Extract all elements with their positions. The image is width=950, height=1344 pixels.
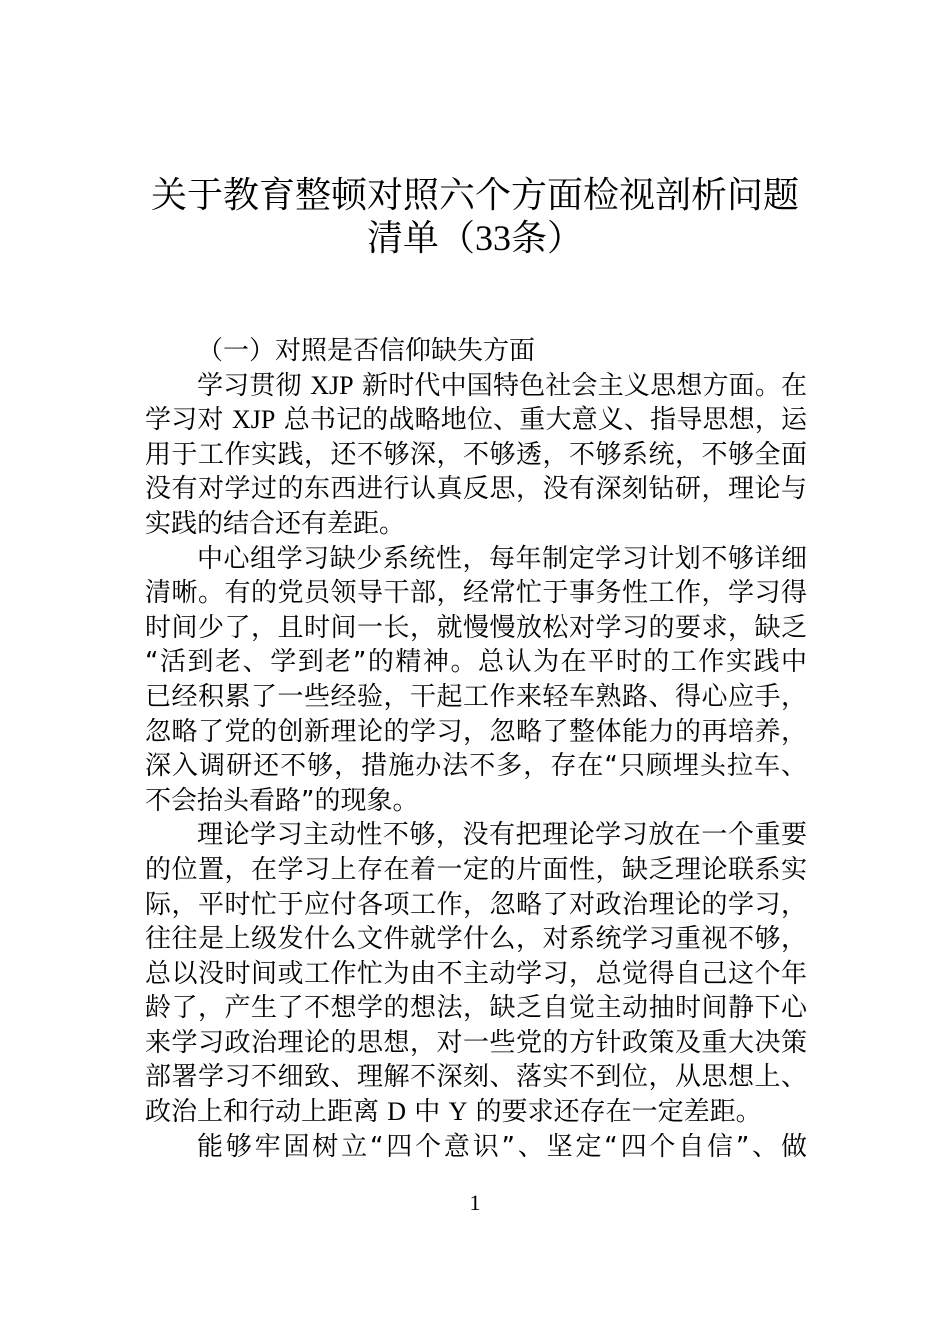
- document-body: [145, 334, 807, 1164]
- paragraph-3-line-6: 龄了，产生了不想学的想法，缺乏自觉主动抽时间静下心: [145, 993, 807, 1024]
- paragraph-2-line-7: 深入调研还不够，措施办法不多，存在“只顾埋头拉车、: [145, 751, 807, 782]
- title-prefix: 清单（: [366, 218, 475, 259]
- paragraph-2-line-1: 中心组学习缺少系统性，每年制定学习计划不够详细: [197, 543, 807, 574]
- paragraph-2-line-3: 时间少了，且时间一长，就慢慢放松对学习的要求，缺乏: [145, 612, 807, 643]
- paragraph-4-line-1: 能够牢固树立“四个意识”、坚定“四个自信”、做: [197, 1131, 807, 1162]
- paragraph-2-line-2: 清晰。有的党员领导干部，经常忙于事务性工作，学习得: [145, 578, 807, 609]
- paragraph-2-line-8: 不会抬头看路”的现象。: [145, 785, 419, 816]
- paragraph-1-line-4: 没有对学过的东西进行认真反思，没有深刻钻研，理论与: [145, 474, 807, 505]
- title-suffix: 条）: [511, 218, 584, 259]
- section-heading: （一）对照是否信仰缺失方面: [197, 336, 536, 366]
- paragraph-3-line-9: [145, 1095, 807, 1130]
- paragraph-3-line-5: 总以没时间或工作忙为由不主动学习，总觉得自己这个年: [145, 958, 807, 989]
- paragraph-3-line-8: 部署学习不细致、理解不深刻、落实不到位，从思想上、: [145, 1062, 807, 1093]
- text-run: 的要求还存在一定差距。: [467, 1097, 762, 1128]
- paragraph-3-line-1: 理论学习主动性不够，没有把理论学习放在一个重要: [197, 820, 807, 851]
- paragraph-3-line-4: 往往是上级发什么文件就学什么，对系统学习重视不够，: [145, 924, 807, 955]
- abbreviation: D: [387, 1097, 407, 1127]
- paragraph-1-line-1: [145, 369, 807, 404]
- paragraph-2-line-5: 已经积累了一些经验，干起工作来轻车熟路、得心应手，: [145, 681, 807, 712]
- paragraph-1-line-5: 实践的结合还有差距。: [145, 508, 406, 539]
- abbreviation: XJP: [231, 405, 276, 435]
- abbreviation: XJP: [310, 370, 354, 400]
- paragraph-1-line-2: [145, 403, 807, 438]
- text-run: 学习贯彻: [197, 370, 311, 401]
- text-run: 政治上和行动上距离: [145, 1097, 388, 1128]
- document-title-line-2: [100, 216, 850, 261]
- page-number: 1: [469, 1190, 481, 1215]
- title-count: 33: [475, 218, 511, 258]
- paragraph-2-line-4: “活到老、学到老”的精神。总认为在平时的工作实践中: [145, 647, 807, 678]
- text-run: 中: [406, 1097, 449, 1128]
- text-run: 新时代中国特色社会主义思想方面。在: [353, 370, 808, 401]
- paragraph-3-line-2: 的位置，在学习上存在着一定的片面性，缺乏理论联系实: [145, 854, 807, 885]
- paragraph-2-line-6: 忽略了党的创新理论的学习，忽略了整体能力的再培养，: [145, 716, 807, 747]
- paragraph-1-line-3: 用于工作实践，还不够深，不够透，不够系统，不够全面: [145, 439, 807, 470]
- document-title-line-1: 关于教育整顿对照六个方面检视剖析问题: [150, 175, 799, 216]
- paragraph-3-line-7: 来学习政治理论的思想，对一些党的方针政策及重大决策: [145, 1027, 807, 1058]
- paragraph-3-line-3: 际，平时忙于应付各项工作，忽略了对政治理论的学习，: [145, 889, 807, 920]
- text-run: 总书记的战略地位、重大意义、指导思想，运: [275, 405, 808, 436]
- text-run: 学习对: [145, 405, 232, 436]
- abbreviation: Y: [448, 1097, 468, 1127]
